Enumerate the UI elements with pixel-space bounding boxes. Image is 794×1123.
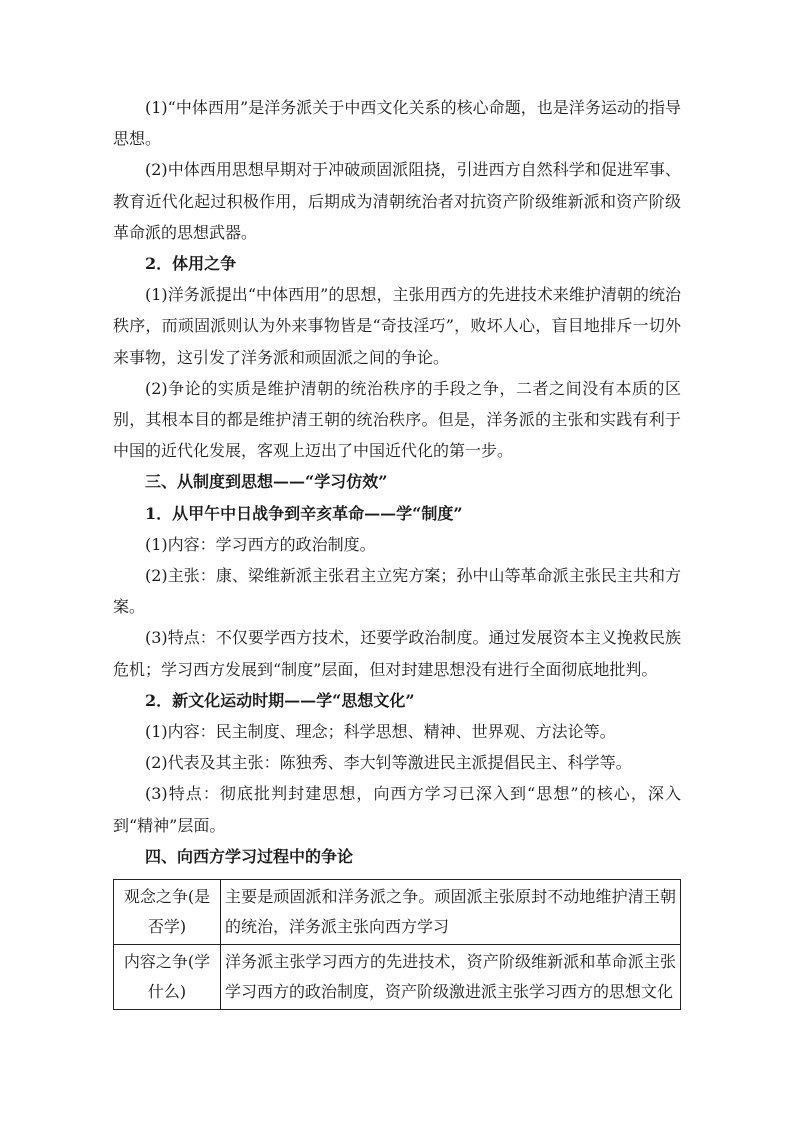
debate-table — [113, 879, 681, 1010]
heading-section-three: 三、从制度到思想——“学习仿效” — [145, 472, 388, 492]
paragraph-thought-content: (1)内容：民主制度、理念；科学思想、精神、世界观、方法论等。 — [145, 722, 616, 742]
table-value-cell: 主要是顽固派和洋务派之争。顽固派主张原封不动地维护清王朝的统治，洋务派主张向西方学习 — [221, 880, 681, 945]
table-value-cell: 洋务派主张学习西方的先进技术，资产阶级维新派和革命派主张学习西方的政治制度，资产阶级激进派主张学习西方的思想文化 — [221, 945, 681, 1010]
document-page — [113, 92, 681, 1010]
heading-ti-yong-zhi-zheng: 2．体用之争 — [145, 254, 237, 274]
table-key-cell: 内容之争(学什么) — [114, 945, 221, 1010]
heading-learn-system: 1．从甲午中日战争到辛亥革命——学“制度” — [145, 503, 463, 523]
paragraph-thought-representatives: (2)代表及其主张：陈独秀、李大钊等激进民主派提倡民主、科学等。 — [145, 753, 632, 773]
heading-section-four: 四、向西方学习过程中的争论 — [145, 846, 354, 866]
paragraph-system-content: (1)内容：学习西方的政治制度。 — [145, 534, 376, 554]
table-key-cell: 观念之争(是否学) — [114, 880, 221, 945]
table-row — [114, 880, 681, 945]
paragraph-system-feature: (3)特点：不仅要学西方技术，还要学政治制度。通过发展资本主义挽救民族危机；学习西方发展到“制度”层面，但对封建思想没有进行全面彻底地批判。 — [113, 628, 681, 679]
paragraph-debate-1: (1)洋务派提出“中体西用”的思想，主张用西方的先进技术来维护清朝的统治秩序，而顽固派则认为外来事物皆是“奇技淫巧”，败坏人心，盲目地排斥一切外来事物，这引发了洋务派和顽固派之间的争论。 — [113, 285, 681, 367]
paragraph-ti-yong-1: (1)“中体西用”是洋务派关于中西文化关系的核心命题，也是洋务运动的指导思想。 — [113, 98, 681, 149]
table-row — [114, 945, 681, 1010]
paragraph-thought-feature: (3)特点：彻底批判封建思想，向西方学习已深入到“思想”的核心，深入到“精神”层面。 — [113, 784, 681, 835]
heading-learn-thought: 2．新文化运动时期——学“思想文化” — [145, 690, 415, 710]
paragraph-debate-2: (2)争论的实质是维护清朝的统治秩序的手段之争，二者之间没有本质的区别，其根本目的都是维护清王朝的统治秩序。但是，洋务派的主张和实践有利于中国的近代化发展，客观上迈出了中国近代化的第一步。 — [113, 378, 681, 461]
paragraph-ti-yong-2: (2)中体西用思想早期对于冲破顽固派阻挠，引进西方自然科学和促进军事、教育近代化起过积极作用，后期成为清朝统治者对抗资产阶级维新派和资产阶级革命派的思想武器。 — [113, 160, 681, 242]
paragraph-system-proposal: (2)主张：康、梁维新派主张君主立宪方案；孙中山等革命派主张民主共和方案。 — [113, 566, 681, 617]
